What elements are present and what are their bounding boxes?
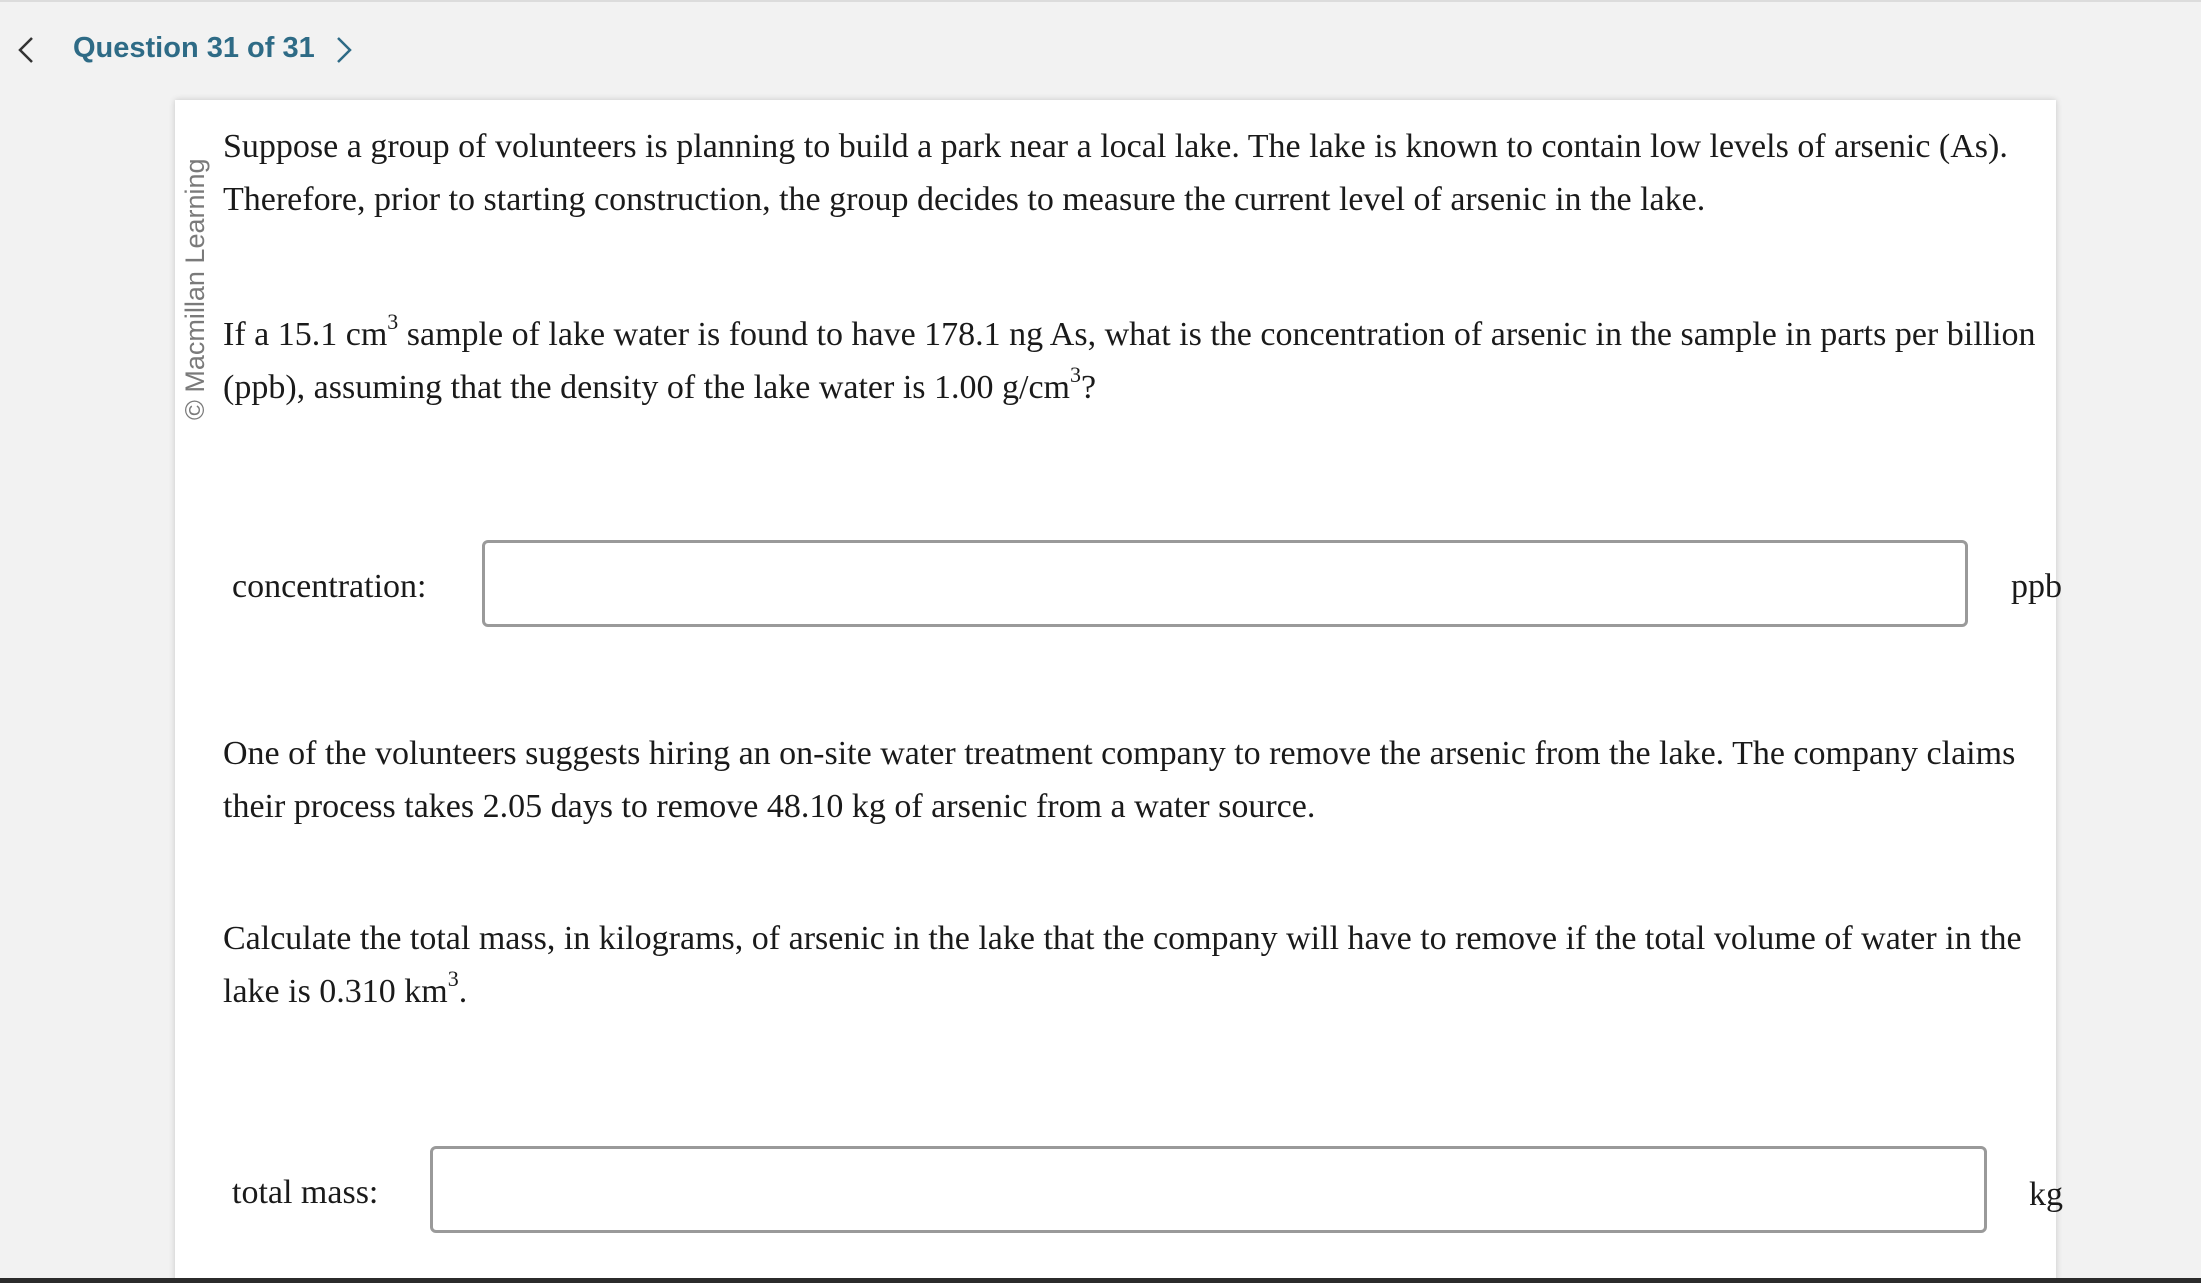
question-part2-prompt bbox=[223, 912, 2073, 1018]
superscript: 3 bbox=[1069, 361, 1081, 387]
concentration-input[interactable] bbox=[482, 540, 1968, 627]
prompt-text: sample of lake water is found to have 178.1 ng As, what is the concentration of arsenic in the sample in parts per billion (ppb), assuming that the density of the lake water is 1.00 g/cm bbox=[223, 316, 2036, 406]
prompt-text: If a 15.1 cm bbox=[223, 316, 388, 353]
prompt-text: ? bbox=[1080, 369, 1097, 406]
question-counter[interactable]: Question 31 of 31 bbox=[73, 32, 315, 64]
prompt-text: Calculate the total mass, in kilograms, of arsenic in the lake that the company will have to remove if the total volume of water in the lake is 0.310 km bbox=[223, 920, 2022, 1010]
total-mass-input[interactable] bbox=[430, 1146, 1987, 1233]
superscript: 3 bbox=[447, 965, 459, 991]
prompt-text: . bbox=[458, 973, 468, 1010]
total-mass-unit: kg bbox=[2029, 1176, 2063, 1213]
question-context: One of the volunteers suggests hiring an on-site water treatment company to remove the arsenic from the lake. The company claims their process takes 2.05 days to remove 48.10 kg of arsenic from a water source. bbox=[223, 735, 2016, 825]
bottom-bar bbox=[0, 1278, 2201, 1283]
copyright-notice: © Macmillan Learning bbox=[180, 158, 210, 420]
question-card bbox=[175, 100, 2056, 1283]
chevron-right-icon[interactable] bbox=[330, 30, 360, 70]
question-intro: Suppose a group of volunteers is planning to build a park near a local lake. The lake is known to contain low levels of arsenic (As). Therefore, prior to starting construction, the group decides to measure the current level of arsenic in the lake. bbox=[223, 128, 2008, 218]
superscript: 3 bbox=[387, 308, 399, 334]
chevron-left-icon[interactable] bbox=[10, 30, 40, 70]
total-mass-label: total mass: bbox=[232, 1174, 379, 1211]
concentration-unit: ppb bbox=[2011, 568, 2062, 605]
question-part1-prompt bbox=[223, 308, 2073, 414]
concentration-label: concentration: bbox=[232, 568, 427, 605]
question-nav bbox=[0, 0, 2201, 100]
